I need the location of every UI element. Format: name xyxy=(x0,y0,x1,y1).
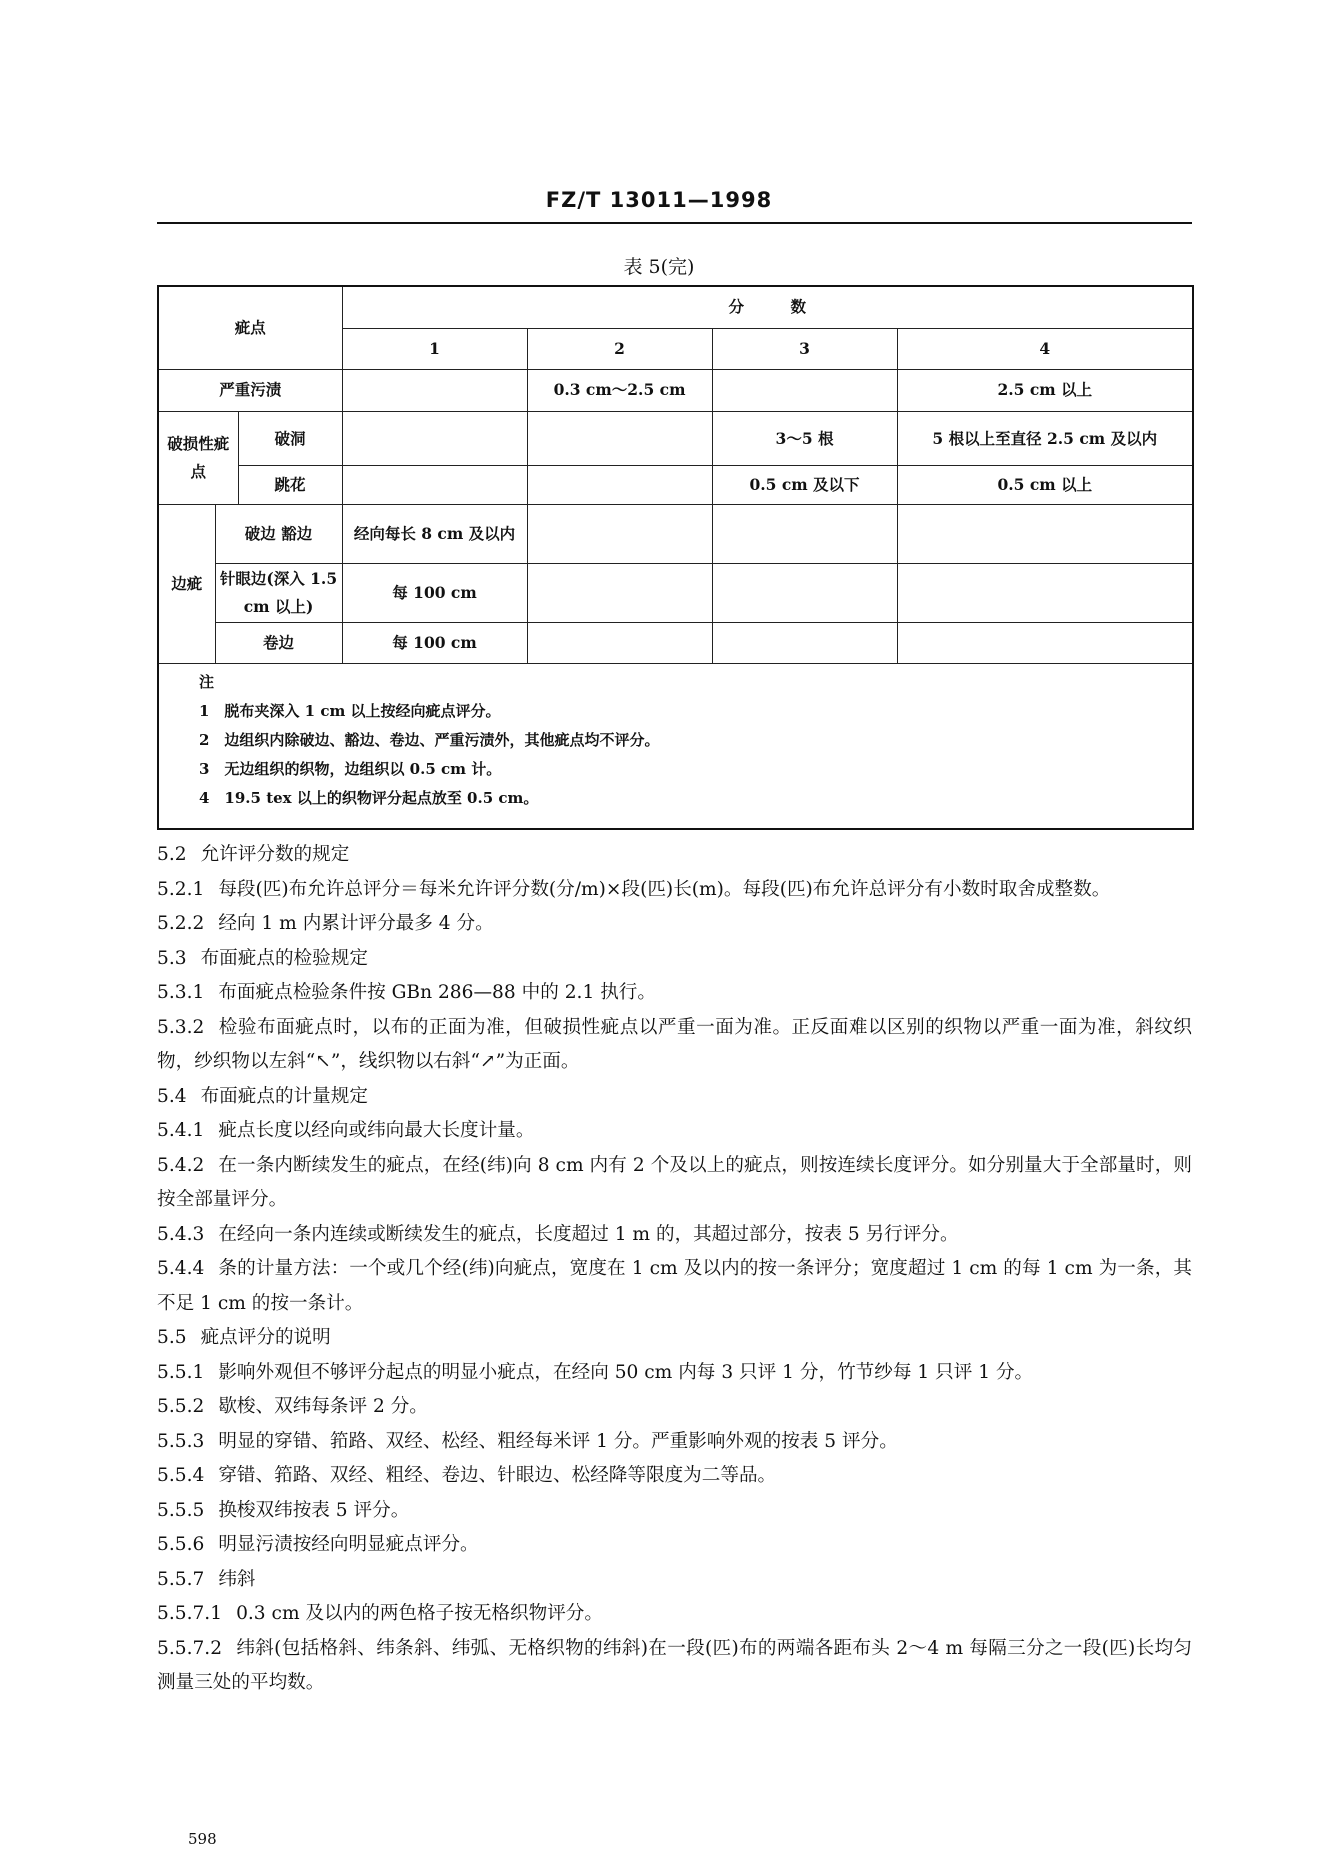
notes-title: 注 xyxy=(199,672,215,691)
defect-header: 疵点 xyxy=(158,286,342,370)
row-label: 跳花 xyxy=(238,466,342,504)
section-heading: 5.4 布面疵点的计量规定 xyxy=(157,1085,368,1107)
body-text xyxy=(157,838,1192,1701)
section-heading: 5.2 允许评分数的规定 xyxy=(157,844,350,865)
cell-score-3: 0.5 cm 及以下 xyxy=(712,466,897,504)
score-col-2: 2 xyxy=(527,328,712,369)
cell-score-1 xyxy=(342,370,527,411)
row-label: 破边 豁边 xyxy=(215,504,342,563)
clause: 5.5.4 穿错、筘路、双经、粗经、卷边、针眼边、松经降等限度为二等品。 xyxy=(157,1465,777,1486)
group-label-edge: 边疵 xyxy=(158,504,215,663)
cell-score-4: 2.5 cm 以上 xyxy=(897,370,1193,411)
page-number: 598 xyxy=(188,1830,217,1848)
cell-score-1 xyxy=(342,466,527,504)
cell-score-2 xyxy=(527,622,712,663)
clause: 5.5.7.1 0.3 cm 及以内的两色格子按无格织物评分。 xyxy=(157,1603,603,1624)
cell-score-3 xyxy=(712,563,897,622)
table-row-skip xyxy=(158,466,1193,504)
cell-score-2: 0.3 cm～2.5 cm xyxy=(527,370,712,411)
group-label-damage: 破损性疵点 xyxy=(158,411,238,504)
note-item: 3 无边组织的织物，边组织以 0.5 cm 计。 xyxy=(199,759,502,778)
section-heading: 5.5 疵点评分的说明 xyxy=(157,1327,331,1348)
row-label: 破洞 xyxy=(238,411,342,466)
score-col-1: 1 xyxy=(342,328,527,369)
score-col-4: 4 xyxy=(897,328,1193,369)
cell-score-1: 每 100 cm xyxy=(342,563,527,622)
note-item: 2 边组织内除破边、豁边、卷边、严重污渍外，其他疵点均不评分。 xyxy=(199,730,660,749)
clause: 5.3.2 检验布面疵点时，以布的正面为准，但破损性疵点以严重一面为准。正反面难以区别的织物以严重一面为准，斜纹织物，纱织物以左斜“↖”，线织物以右斜“↗”为正面。 xyxy=(157,1016,1192,1072)
row-label: 严重污渍 xyxy=(158,370,342,411)
cell-score-3: 3～5 根 xyxy=(712,411,897,466)
cell-score-1: 每 100 cm xyxy=(342,622,527,663)
score-col-3: 3 xyxy=(712,328,897,369)
section-heading: 5.5.7 纬斜 xyxy=(157,1568,256,1590)
table-row-serious-stain xyxy=(158,370,1193,411)
table-notes xyxy=(158,663,1193,829)
clause: 5.5.7.2 纬斜(包括格斜、纬条斜、纬弧、无格织物的纬斜)在一段(匹)布的两端各距布头 2～4 m 每隔三分之一段(匹)长均匀测量三处的平均数。 xyxy=(157,1637,1192,1693)
row-label: 针眼边(深入 1.5 cm 以上) xyxy=(215,563,342,622)
cell-score-2 xyxy=(527,504,712,563)
table-notes-row xyxy=(158,663,1193,829)
table-row-curled-edge xyxy=(158,622,1193,663)
clause: 5.5.5 换梭双纬按表 5 评分。 xyxy=(157,1499,410,1521)
standard-number: FZ/T 13011—1998 xyxy=(545,188,773,212)
clause: 5.3.1 布面疵点检验条件按 GBn 286—88 中的 2.1 执行。 xyxy=(157,982,656,1003)
clause: 5.5.2 歇梭、双纬每条评 2 分。 xyxy=(157,1396,428,1417)
table-row-pin-hole-edge xyxy=(158,563,1193,622)
cell-score-4 xyxy=(897,504,1193,563)
clause: 5.2.2 经向 1 m 内累计评分最多 4 分。 xyxy=(157,913,494,934)
clause: 5.4.2 在一条内断续发生的疵点，在经(纬)向 8 cm 内有 2 个及以上的疵点，则按连续长度评分。如分别量大于全部量时，则按全部量评分。 xyxy=(157,1154,1192,1210)
cell-score-3 xyxy=(712,504,897,563)
cell-score-3 xyxy=(712,622,897,663)
header-rule xyxy=(157,222,1192,224)
clause: 5.2.1 每段(匹)布允许总评分＝每米允许评分数(分/m)×段(匹)长(m)。每段(匹)布允许总评分有小数时取舍成整数。 xyxy=(157,878,1111,900)
cell-score-4: 0.5 cm 以上 xyxy=(897,466,1193,504)
score-header: 分 数 xyxy=(342,286,1193,328)
defect-score-table xyxy=(157,285,1194,830)
section-heading: 5.3 布面疵点的检验规定 xyxy=(157,947,368,969)
clause: 5.5.6 明显污渍按经向明显疵点评分。 xyxy=(157,1534,479,1555)
cell-score-1: 经向每长 8 cm 及以内 xyxy=(342,504,527,563)
clause: 5.4.3 在经向一条内连续或断续发生的疵点，长度超过 1 m 的，其超过部分，按表 5 另行评分。 xyxy=(157,1223,959,1245)
cell-score-2 xyxy=(527,563,712,622)
table-row-hole xyxy=(158,411,1193,466)
note-item: 1 脱布夹深入 1 cm 以上按经向疵点评分。 xyxy=(199,701,501,720)
cell-score-1 xyxy=(342,411,527,466)
clause: 5.4.1 疵点长度以经向或纬向最大长度计量。 xyxy=(157,1120,535,1141)
table-row-broken-edge xyxy=(158,504,1193,563)
clause: 5.5.3 明显的穿错、筘路、双经、松经、粗经每米评 1 分。严重影响外观的按表 5 评分。 xyxy=(157,1430,898,1452)
cell-score-2 xyxy=(527,411,712,466)
row-label: 卷边 xyxy=(215,622,342,663)
cell-score-2 xyxy=(527,466,712,504)
cell-score-3 xyxy=(712,370,897,411)
cell-score-4: 5 根以上至直径 2.5 cm 及以内 xyxy=(897,411,1193,466)
cell-score-4 xyxy=(897,563,1193,622)
cell-score-4 xyxy=(897,622,1193,663)
table-caption: 表 5(完) xyxy=(623,256,695,278)
clause: 5.5.1 影响外观但不够评分起点的明显小疵点，在经向 50 cm 内每 3 只评 1 分，竹节纱每 1 只评 1 分。 xyxy=(157,1361,1034,1383)
clause: 5.4.4 条的计量方法：一个或几个经(纬)向疵点，宽度在 1 cm 及以内的按一条评分；宽度超过 1 cm 的每 1 cm 为一条，其不足 1 cm 的按一条计。 xyxy=(157,1258,1192,1314)
note-item: 4 19.5 tex 以上的织物评分起点放至 0.5 cm。 xyxy=(199,788,539,807)
